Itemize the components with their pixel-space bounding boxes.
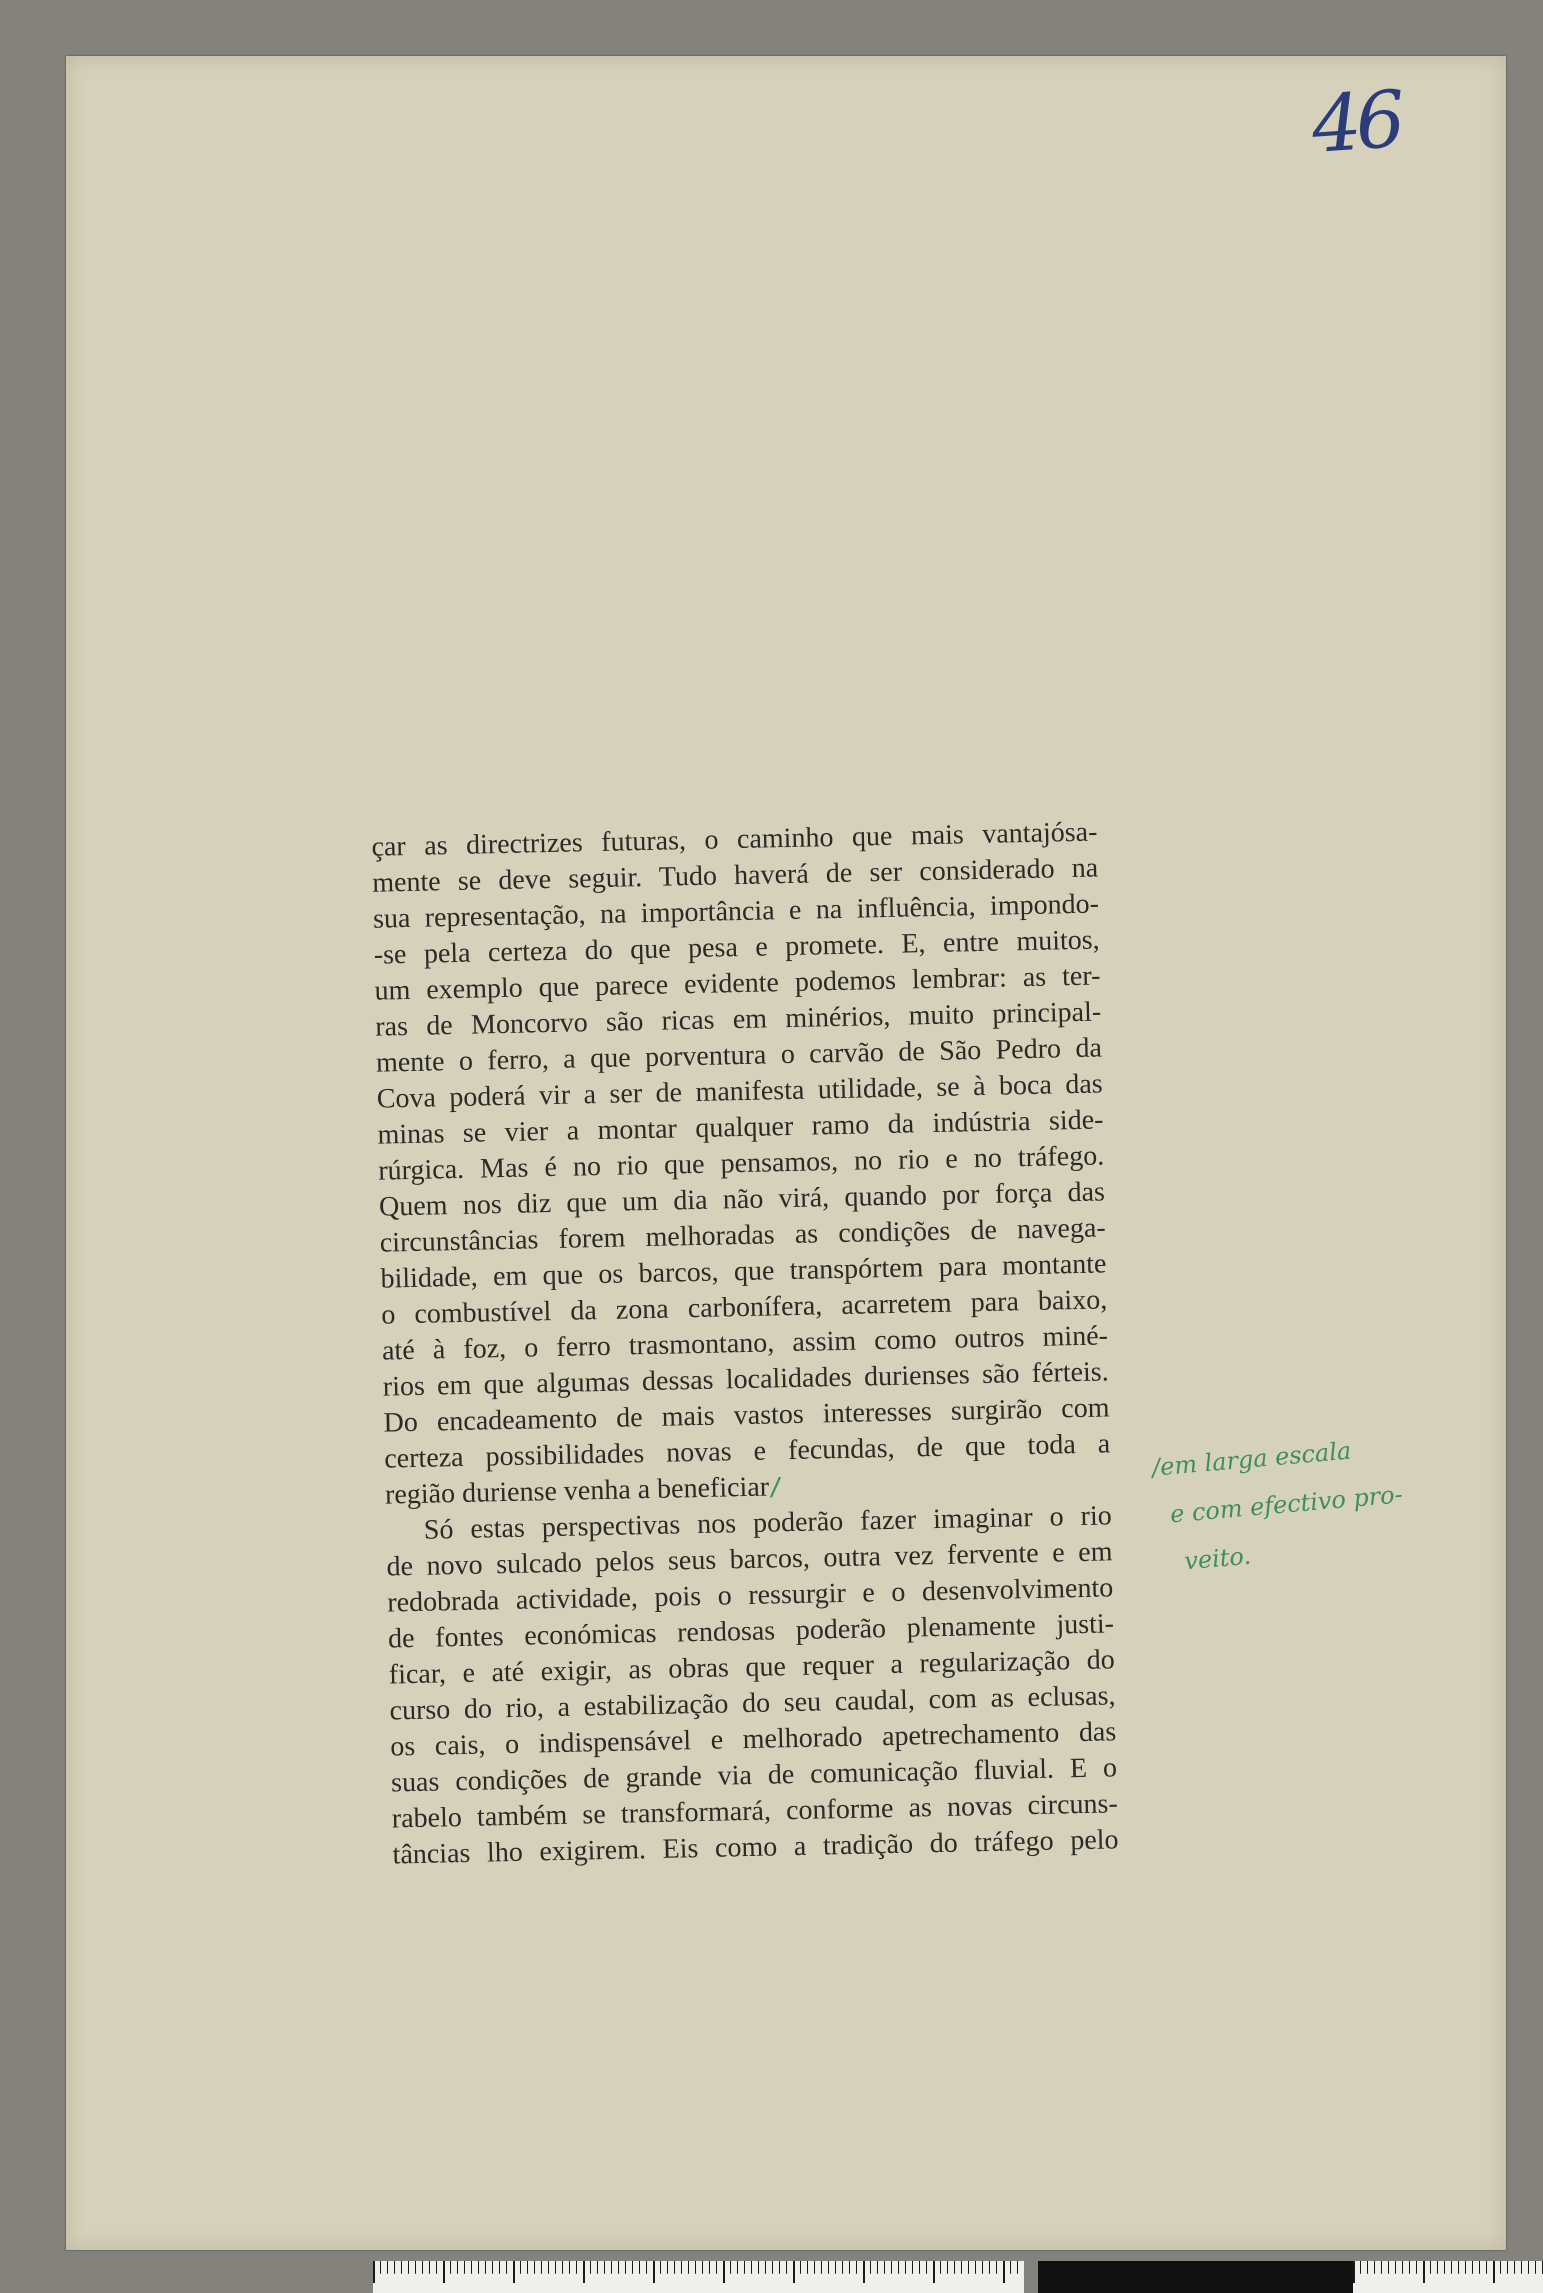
text-line-indented: Só estas perspectivas nos poderão fazer imaginar o rio [423,1500,1113,1546]
text-line: bilidade, em que os barcos, que transpórtem para montante [380,1248,1107,1295]
body-text [371,815,1119,1874]
text-line: ficar, e até exigir, as obras que requer a regularização do [388,1644,1116,1691]
paragraph [385,1498,1118,1873]
text-line: suas condições de grande via de comunicação fluvial. E o [390,1752,1118,1799]
text-line: certeza possibilidades novas e fecundas, de que toda a [384,1428,1111,1475]
text-line: Cova poderá vir a ser de manifesta utilidade, se à boca das [376,1068,1103,1115]
margin-note-line: /em larga escala [1150,1436,1353,1482]
text-line: rúrgica. Mas é no rio que pensamos, no rio e no tráfego. [377,1140,1105,1187]
text-line: um exemplo que parece evidente podemos lembrar: as ter- [374,960,1101,1007]
paragraph [371,815,1111,1514]
text-line: curso do rio, a estabilização do seu caudal, com as eclusas, [389,1680,1116,1727]
text-line: minas se vier a montar qualquer ramo da indústria side- [377,1104,1104,1151]
text-line: o combustível da zona carbonífera, acarretem para baixo, [380,1284,1108,1331]
margin-note-line: veito. [1183,1541,1253,1576]
ruler-scale-left [373,2261,1024,2293]
text-line: ras de Moncorvo são ricas em minérios, muito principal- [374,996,1102,1043]
handwritten-insert-mark: / [769,1471,782,1503]
ruler-scale-right [1353,2261,1543,2293]
text-line: redobrada actividade, pois o ressurgir e o desenvolvimento [387,1572,1114,1619]
text-line: de novo sulcado pelos seus barcos, outra vez fervente e em [386,1536,1113,1583]
handwritten-margin-note [1150,1416,1481,1587]
text-line: os cais, o indispensável e melhorado apetrechamento das [390,1716,1117,1763]
text-line: rios em que algumas dessas localidades durienses são férteis. [382,1356,1109,1403]
margin-note-line: e com efectivo pro- [1169,1480,1404,1529]
text-line: sua representação, na importância e na influência, impondo- [372,888,1100,935]
text-line-content: região duriense venha a beneficiar [384,1471,770,1511]
text-line: até à foz, o ferro trasmontano, assim como outros miné- [381,1320,1109,1367]
text-line: rabelo também se transformará, conforme as novas circuns- [391,1788,1119,1835]
handwritten-page-number: 46 [1308,75,1403,171]
text-line: Do encadeamento de mais vastos interesses surgirão com [383,1392,1110,1439]
text-line: çar as directrizes futuras, o caminho que mais vantajósa- [371,816,1098,863]
text-line: de fontes económicas rendosas poderão plenamente justi- [387,1608,1115,1655]
text-line: mente o ferro, a que porventura o carvão de São Pedro da [375,1032,1103,1079]
text-line: -se pela certeza do que pesa e promete. E, entre muitos, [373,924,1100,971]
ruler-black-bar [1038,2261,1353,2293]
text-line: tâncias lho exigirem. Eis como a tradição do tráfego pelo [392,1824,1119,1871]
text-line: mente se deve seguir. Tudo haverá de ser considerado na [371,852,1099,899]
text-line: Quem nos diz que um dia não virá, quando por força das [378,1176,1106,1223]
scale-ruler [373,2261,1543,2293]
text-line: circunstâncias forem melhoradas as condições de navega- [379,1212,1106,1259]
